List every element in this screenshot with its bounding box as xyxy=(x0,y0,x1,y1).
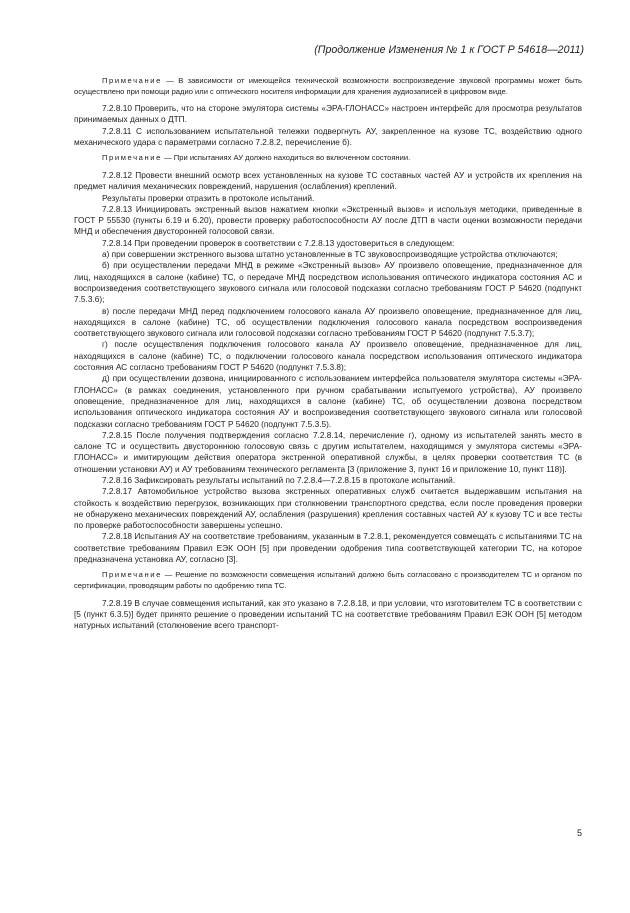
body-paragraph: в) после передачи МНД перед подключением голосового канала АУ произвело оповещение, предназначенное для лиц, находящихся в салоне (кабине) ТС, об осуществлении подключения голосового канала посредством воспроизведения соответствующего звукового сигнала или голосовой подсказки согласно требованиям ГОСТ Р 54620 (подпункт 7.5.3.7); xyxy=(74,305,582,339)
page-number: 5 xyxy=(576,828,582,838)
note-text: В зависимости от имеющейся технической возможности воспроизведение звуковой программы может быть осуществлено при помощи радио или с оптического носителя информации для хранения аудиозаписей в цифровом виде. xyxy=(74,76,582,96)
note-dash: — xyxy=(161,153,174,163)
body-paragraph: г) после осуществления подключения голосового канала АУ произвело оповещение, предназначенное для лиц, находящихся в салоне (кабине) ТС, о подключении голосового канала посредством использования оптического индикатора состояния АС согласно требованиям ГОСТ Р 54620 (подпункт 7.5.3.8); xyxy=(74,339,582,373)
body-paragraph: а) при совершении экстренного вызова штатно установленные в ТС звуковоспроизводящие устройства отключаются; xyxy=(102,249,558,260)
body-paragraph: 7.2.8.16 Зафиксировать результаты испытаний по 7.2.8.4—7.2.8.15 в протоколе испытаний. xyxy=(102,474,456,485)
body-paragraph: 7.2.8.14 При проведении проверок в соответствии с 7.2.8.13 удостовериться в следующем: xyxy=(102,237,455,248)
page-header: (Продолжение Изменения № 1 к ГОСТ Р 54618—2011) xyxy=(314,44,584,56)
body-paragraph: 7.2.8.12 Провести внешний осмотр всех установленных на кузове ТС составных частей АУ и устройств их крепления на предмет наличия механических повреждений, нарушения (ослабления) креплений. xyxy=(74,169,582,192)
body-paragraph: 7.2.8.13 Инициировать экстренный вызов нажатием кнопки «Экстренный вызов» и используя методики, приведенные в ГОСТ Р 55530 (пункты 6.19 и 6.20), провести проверку работоспособности АУ после ДТП в части оценки возможности передачи МНД и обеспечения двусторонней голосовой связи. xyxy=(74,203,582,237)
note-label: Примечание xyxy=(102,153,162,163)
note-label: Примечание xyxy=(102,76,162,85)
body-paragraph: 7.2.8.18 Испытания АУ на соответствие требованиям, указанным в 7.2.8.1, рекомендуется совмещать с испытаниями ТС на соответствие требованиям Правил ЕЭК ООН [5] при проведении одобрения типа соответствующей категории ТС, на которое предназначена установка АУ, согласно [3]. xyxy=(74,531,582,565)
note-text: При испытаниях АУ должно находиться во включенном состоянии. xyxy=(173,153,411,163)
note-paragraph xyxy=(74,153,582,164)
note-label: Примечание xyxy=(102,570,162,580)
note-dash: — xyxy=(161,76,179,85)
body-paragraph: Результаты проверки отразить в протоколе испытаний. xyxy=(102,192,315,203)
note-paragraph xyxy=(74,570,582,591)
body-paragraph: 7.2.8.17 Автомобильное устройство вызова экстренных оперативных служб считается выдержавшим испытания на стойкость к воздействию перегрузок, возникающих при столкновении транспортного средства, если после проведения проверки не обнаружено механических повреждений АУ, ослабления (разрушения) крепления составных частей АУ к кузову ТС и все тесты по проверке работоспособности завершены успешно. xyxy=(74,486,582,531)
body-paragraph: б) при осуществлении передачи МНД в режиме «Экстренный вызов» АУ произвело оповещение, предназначенное для лиц, находящихся в салоне (кабине) ТС, о передаче МНД посредством использования оптического индикатора состояния АС и воспроизведения соответствующего звукового сигнала или голосовой подсказки согласно требованиям ГОСТ Р 54620 (подпункт 7.5.3.6); xyxy=(74,260,582,305)
document-body xyxy=(74,71,582,631)
body-paragraph: 7.2.8.15 После получения подтверждения согласно 7.2.8.14, перечисление г), одному из испытателей занять место в салоне ТС и осуществить двустороннюю голосовую связь с другим испытателем, находящимся у эмулятора системы «ЭРА-ГЛОНАСС» и имитирующим действия оператора экстренной оперативной службы, в целях проверки соответствия ТС (в отношении установки АУ) и АУ требованиям технического регламента [3 (приложение 3, пункт 16 и приложение 10, пункт 118)]. xyxy=(74,429,582,474)
note-paragraph xyxy=(74,76,582,97)
body-paragraph: 7.2.8.11 С использованием испытательной тележки подвергнуть АУ, закрепленное на кузове ТС, воздействию одного механического удара с параметрами согласно 7.2.8.2, перечисление б). xyxy=(74,125,582,148)
body-paragraph: д) при осуществлении дозвона, инициированного с использованием интерфейса пользователя эмулятора системы «ЭРА-ГЛОНАСС» (в рамках соединения, установленного при ручном срабатывании испытуемого устройства), АУ произвело оповещение, предназначенное для лиц, находящихся в салоне (кабине) ТС, об осуществлении дозвона посредством использования оптического индикатора состояния АУ и воспроизведения соответствующего звукового сигнала или голосовой подсказки согласно требованиям ГОСТ Р 54620 (подпункт 7.5.3.5). xyxy=(74,373,582,429)
body-paragraph: 7.2.8.10 Проверить, что на стороне эмулятора системы «ЭРА-ГЛОНАСС» настроен интерфейс для просмотра результатов принимаемых данных о ДТП. xyxy=(74,103,582,125)
note-text: Решение по возможности совмещения испытаний должно быть согласовано с производителем ТС и органом по сертификации, проводящим работы по одобрению типа ТС. xyxy=(74,570,582,590)
body-paragraph: 7.2.8.19 В случае совмещения испытаний, как это указано в 7.2.8.18, и при условии, что изготовителем ТС в соответствии с [5 (пункт 6.3.5)] будет принято решение о проведении испытаний ТС на соответствие требованиям Правил ЕЭК ООН [5] методом натурных испытаний (столкновение всего транспорт- xyxy=(74,597,582,631)
note-dash: — xyxy=(161,570,176,580)
